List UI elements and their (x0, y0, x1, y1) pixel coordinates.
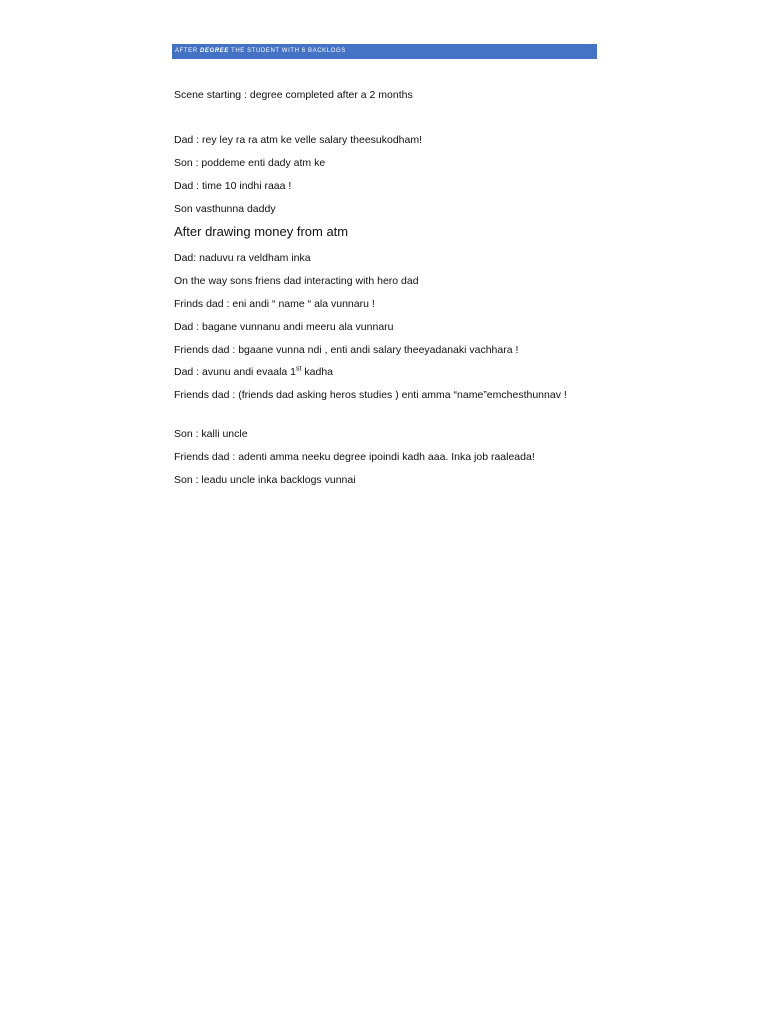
text-line: Dad : time 10 indhi raaa ! (174, 180, 292, 192)
text-line: Friends dad : adenti amma neeku degree ipoindi kadh aaa. Inka job raaleada! (174, 451, 535, 463)
text-line: Dad: naduvu ra veldham inka (174, 252, 311, 264)
header-banner (172, 44, 597, 59)
text-fragment: Dad : avunu andi evaala 1 (174, 366, 297, 378)
text-line (174, 365, 333, 379)
text-line: Son vasthunna daddy (174, 203, 276, 215)
text-line: Scene starting : degree completed after a 2 months (174, 89, 413, 101)
text-line: Frinds dad : eni andi “ name “ ala vunnaru ! (174, 298, 375, 310)
text-line: Dad : rey ley ra ra atm ke velle salary theesukodham! (174, 134, 423, 146)
text-line: Dad : bagane vunnanu andi meeru ala vunnaru (174, 321, 394, 333)
text-line: Son : poddeme enti dady atm ke (174, 157, 326, 169)
section-heading: After drawing money from atm (174, 224, 349, 239)
banner-text-2: THE STUDENT WITH 6 BACKLOGS (228, 48, 346, 54)
ordinal-superscript: st (296, 365, 302, 373)
text-fragment: kadha (301, 366, 333, 378)
text-line: Friends dad : (friends dad asking heros studies ) enti amma “name”emchesthunnav ! (174, 389, 567, 401)
banner-text-1: AFTER (175, 48, 200, 54)
text-line: Son : kalli uncle (174, 428, 248, 440)
banner-text-emphasis: DEGREE (199, 48, 229, 54)
text-line: Friends dad : bgaane vunna ndi , enti andi salary theeyadanaki vachhara ! (174, 344, 519, 356)
text-line: Son : leadu uncle inka backlogs vunnai (174, 474, 356, 486)
text-line: On the way sons friens dad interacting with hero dad (174, 275, 419, 287)
